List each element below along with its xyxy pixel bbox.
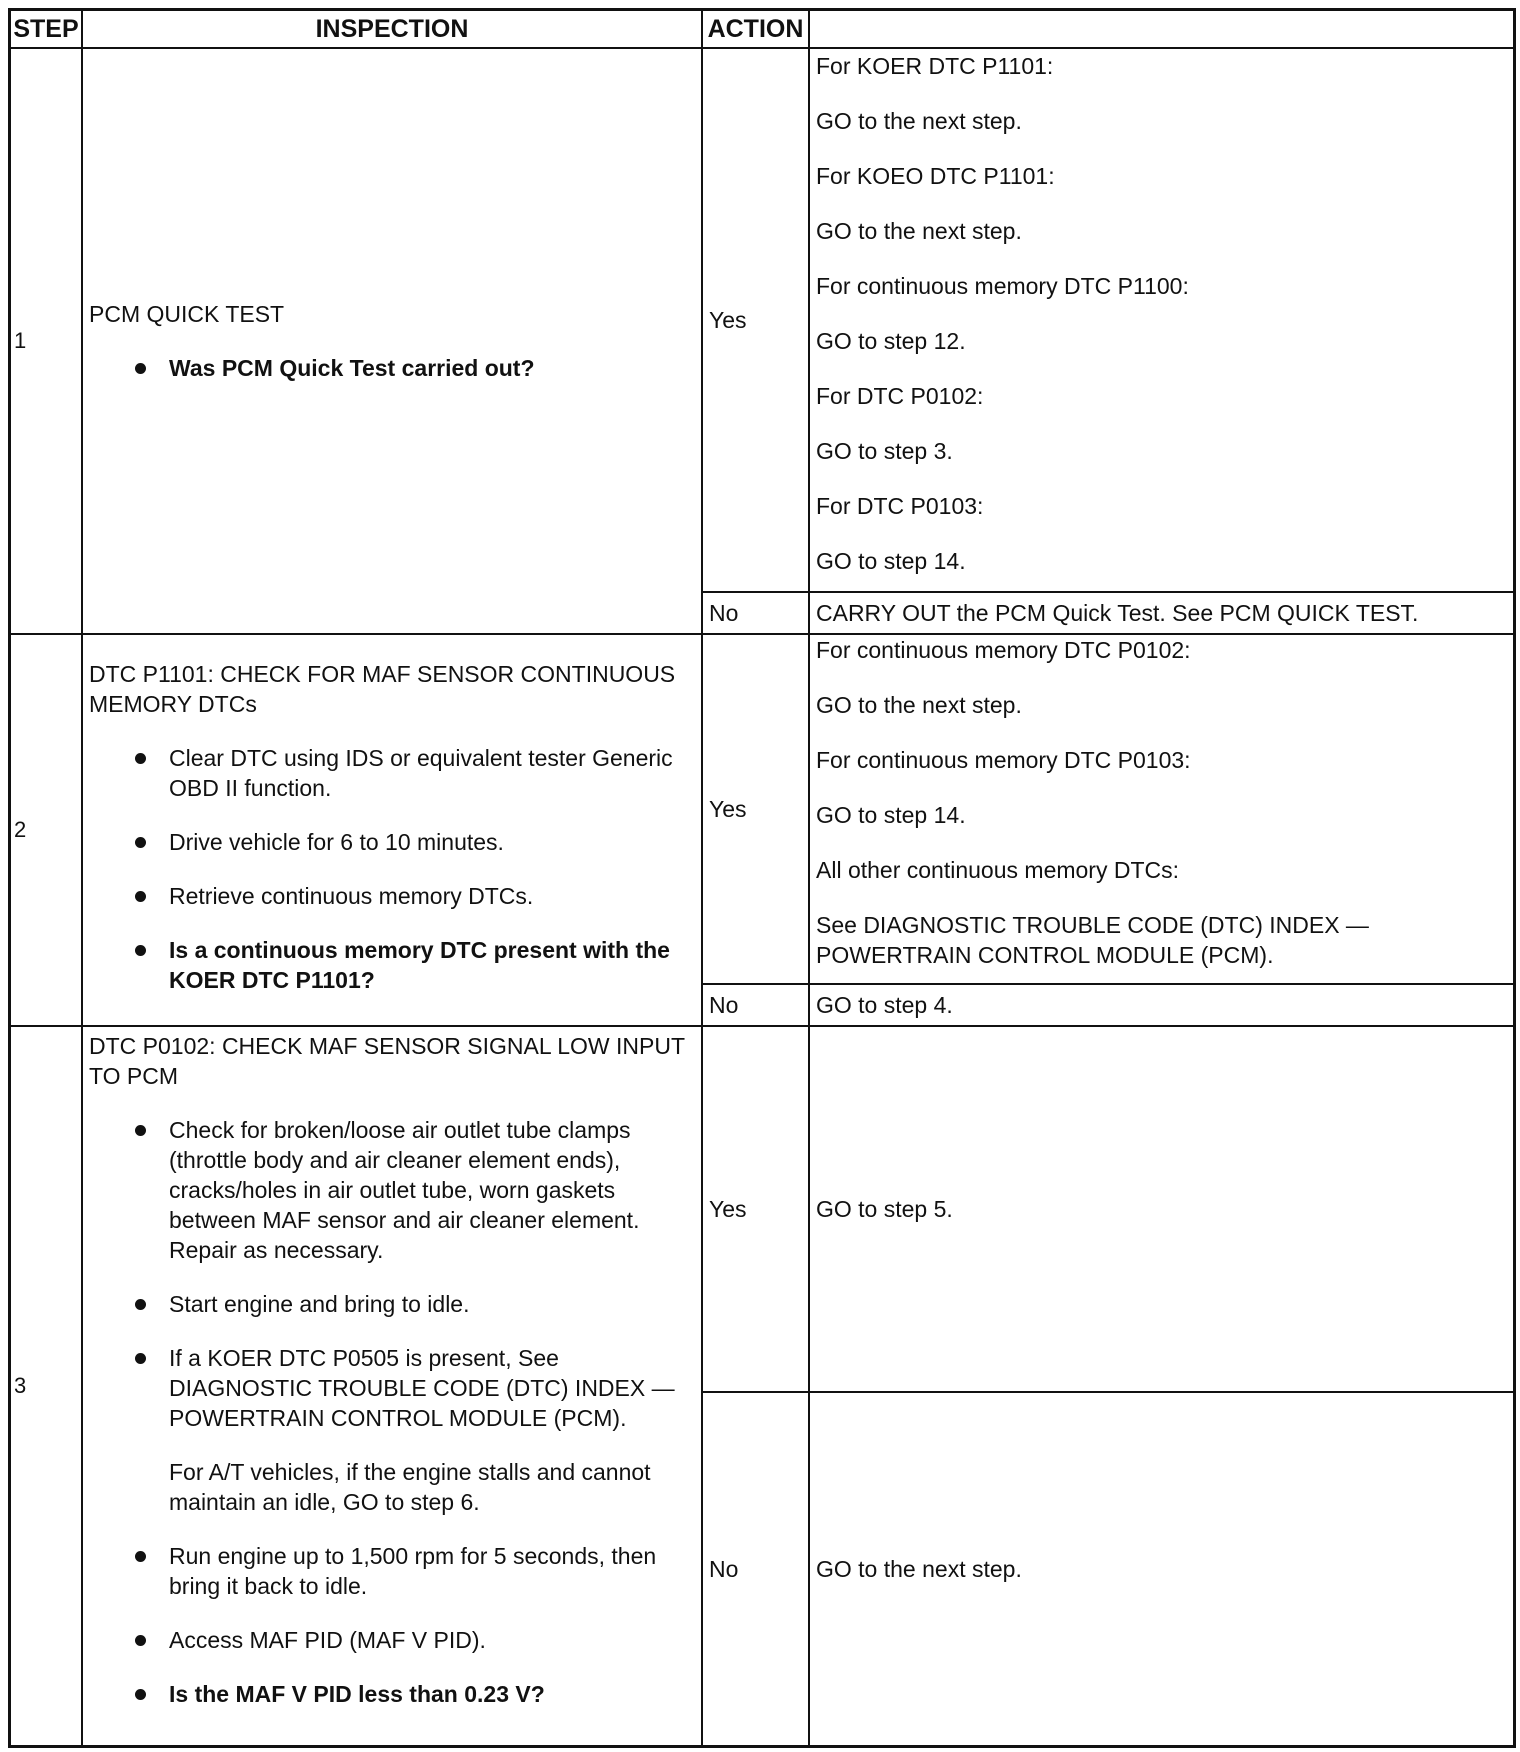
result-yes <box>810 49 1513 591</box>
result-line: All other continuous memory DTCs: <box>816 857 1180 883</box>
result-line: For DTC P0103: <box>816 493 984 519</box>
result-line: For KOEO DTC P1101: <box>816 163 1055 189</box>
step-number: 1 <box>14 328 27 353</box>
diagnostic-table <box>8 8 1516 1748</box>
bullet: Access MAF PID (MAF V PID). <box>89 1625 691 1655</box>
result-no: CARRY OUT the PCM Quick Test. See PCM QUICK TEST. <box>816 600 1419 626</box>
result-line: For KOER DTC P1101: <box>816 53 1054 79</box>
action-no: No <box>709 600 739 626</box>
bullet: Retrieve continuous memory DTCs. <box>89 881 691 911</box>
bullet: Run engine up to 1,500 rpm for 5 seconds, then bring it back to idle. <box>89 1541 691 1601</box>
result-no: GO to step 4. <box>816 992 953 1018</box>
bullet: Clear DTC using IDS or equivalent tester Generic OBD II function. <box>89 743 691 803</box>
result-line: GO to the next step. <box>816 108 1022 134</box>
bullet-note: For A/T vehicles, if the engine stalls and cannot maintain an idle, GO to step 6. <box>169 1459 651 1515</box>
inspection-cell <box>83 635 701 1025</box>
step-title: DTC P1101: CHECK FOR MAF SENSOR CONTINUOUS MEMORY DTCs <box>89 661 676 717</box>
result-line: See DIAGNOSTIC TROUBLE CODE (DTC) INDEX — POWERTRAIN CONTROL MODULE (PCM). <box>816 912 1369 968</box>
result-yes <box>810 635 1513 983</box>
inspection-cell <box>83 1027 701 1745</box>
bullet: Drive vehicle for 6 to 10 minutes. <box>89 827 691 857</box>
result-line: For continuous memory DTC P0103: <box>816 747 1191 773</box>
result-yes: GO to step 5. <box>816 1196 953 1222</box>
step-number: 2 <box>14 817 27 842</box>
step-title: PCM QUICK TEST <box>89 301 285 327</box>
result-line: GO to step 14. <box>816 802 966 828</box>
result-line: GO to step 14. <box>816 548 966 574</box>
result-line: GO to step 3. <box>816 438 953 464</box>
header-inspection: INSPECTION <box>315 15 469 43</box>
bullet-question: Was PCM Quick Test carried out? <box>89 353 535 383</box>
header-step: STEP <box>13 15 79 43</box>
bullet: Start engine and bring to idle. <box>89 1289 691 1319</box>
header-result <box>810 11 1513 47</box>
action-no: No <box>709 1556 739 1582</box>
result-no: GO to the next step. <box>816 1556 1022 1582</box>
step-title: DTC P0102: CHECK MAF SENSOR SIGNAL LOW INPUT TO PCM <box>89 1033 685 1089</box>
result-line: For continuous memory DTC P1100: <box>816 273 1189 299</box>
bullet: If a KOER DTC P0505 is present, See DIAGNOSTIC TROUBLE CODE (DTC) INDEX — POWERTRAIN CONTROL MODULE (PCM). <box>89 1343 691 1433</box>
inspection-cell <box>83 49 701 633</box>
header-action: ACTION <box>707 15 804 43</box>
bullet: Check for broken/loose air outlet tube clamps (throttle body and air cleaner element ends), cracks/holes in air outlet tube, worn gaskets between MAF sensor and air cleaner element. Repair as necessary. <box>89 1115 691 1265</box>
result-line: GO to the next step. <box>816 692 1022 718</box>
step-number: 3 <box>14 1373 27 1398</box>
action-yes: Yes <box>709 796 747 822</box>
action-yes: Yes <box>709 307 747 333</box>
result-line: GO to the next step. <box>816 218 1022 244</box>
action-no: No <box>709 992 739 1018</box>
result-line: GO to step 12. <box>816 328 966 354</box>
bullet-question: Is a continuous memory DTC present with the KOER DTC P1101? <box>89 935 691 995</box>
result-line: For continuous memory DTC P0102: <box>816 637 1191 663</box>
bullet-question: Is the MAF V PID less than 0.23 V? <box>89 1679 691 1709</box>
action-yes: Yes <box>709 1196 747 1222</box>
result-line: For DTC P0102: <box>816 383 984 409</box>
